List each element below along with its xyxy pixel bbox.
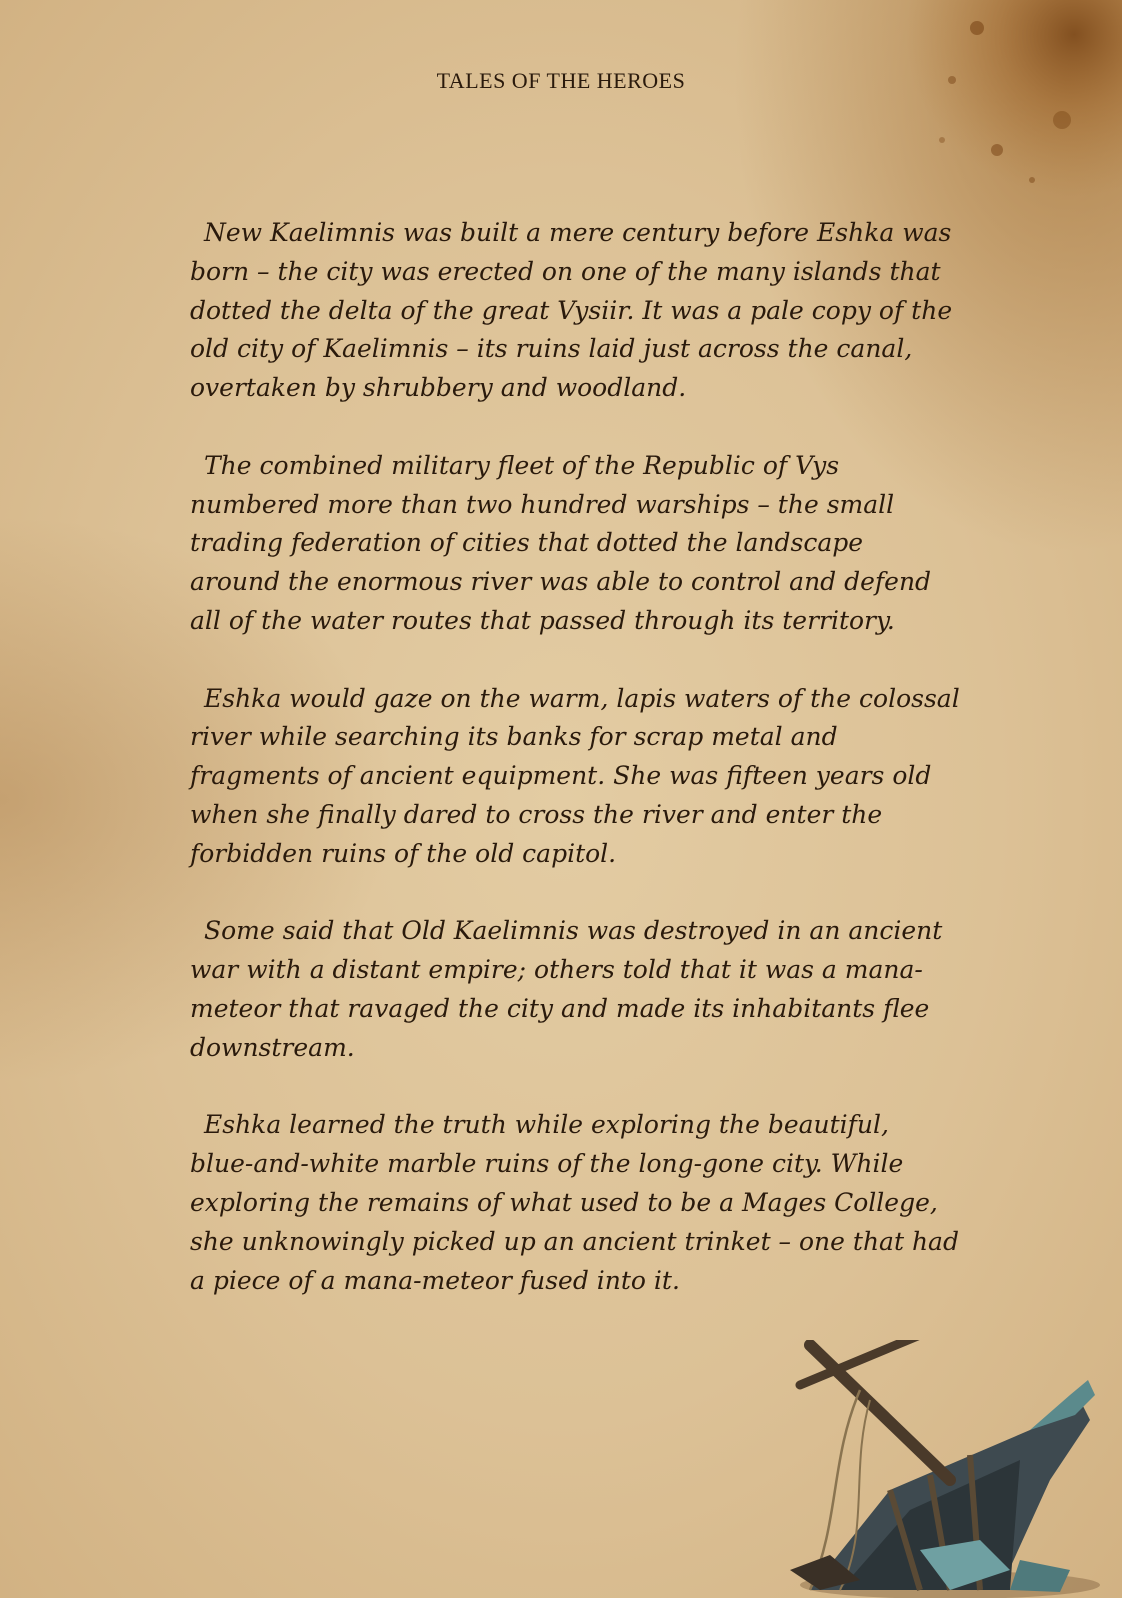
story-text	[190, 214, 960, 1339]
paragraph-3: Eshka would gaze on the warm, lapis waters of the colossal river while searching its banks for scrap metal and fragments of ancient equipment. She was fifteen years old when she finally dared to cross the river and enter the forbidden ruins of the old capitol.	[190, 683, 960, 868]
paragraph-2: The combined military fleet of the Republic of Vys numbered more than two hundred warships – the small trading federation of cities that dotted the landscape around the enormous river was able to control and defend all of the water routes that passed through its territory.	[190, 450, 932, 635]
paragraph-1: New Kaelimnis was built a mere century before Eshka was born – the city was erected on one of the many islands that dotted the delta of the great Vysiir. It was a pale copy of the old city of Kaelimnis – its ruins laid just across the canal, overtaken by shrubbery and woodland.	[190, 218, 953, 403]
paragraph-4: Some said that Old Kaelimnis was destroyed in an ancient war with a distant empire; others told that it was a mana-meteor that ravaged the city and made its inhabitants flee downstream.	[190, 916, 943, 1062]
page-header: TALES OF THE HEROES	[436, 68, 686, 93]
paragraph-5: Eshka learned the truth while exploring the beautiful, blue-and-white marble ruins of the long-gone city. While exploring the remains of what used to be a Mages College, she unknowingly picked up an ancient trinket – one that had a piece of a mana-meteor fused into it.	[190, 1110, 959, 1295]
ink-stain-icon	[882, 0, 1122, 230]
shipwreck-icon	[770, 1340, 1100, 1598]
